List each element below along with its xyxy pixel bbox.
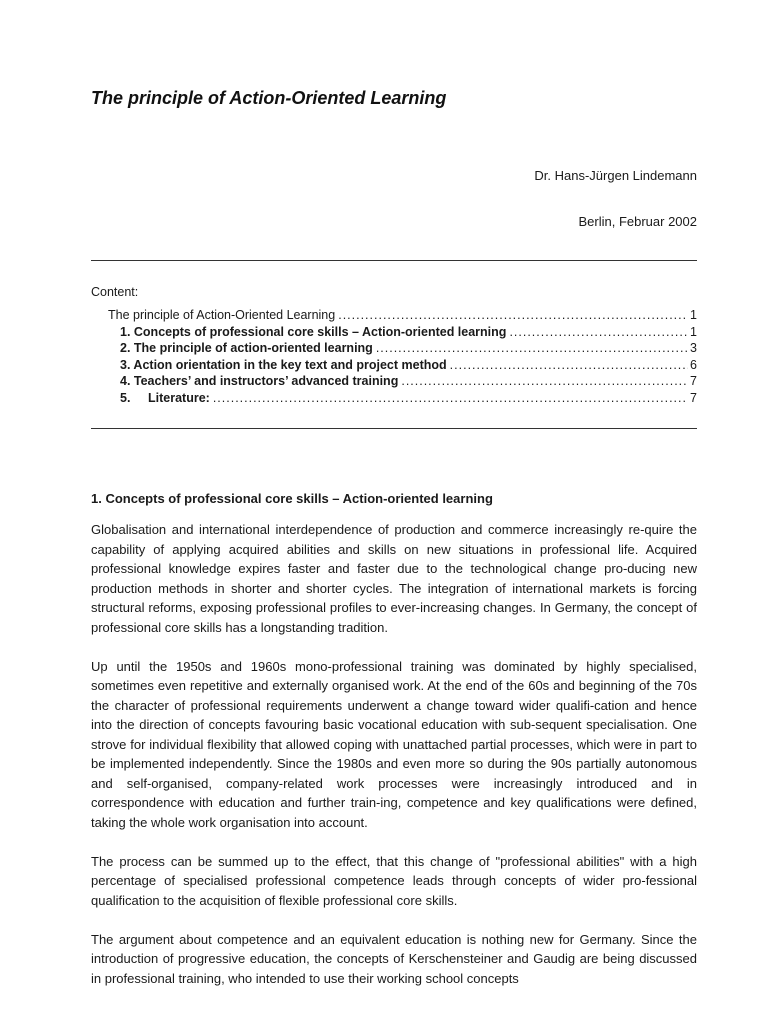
section-body (91, 520, 697, 1008)
toc-leader-dots (401, 373, 688, 390)
toc-entry-label (120, 390, 210, 407)
toc-entry-number: 5. (120, 390, 131, 405)
toc-leader-dots (213, 390, 688, 407)
toc-entry[interactable] (91, 357, 697, 374)
toc-leader-dots (450, 357, 688, 374)
place-date: Berlin, Februar 2002 (578, 214, 697, 229)
paragraph: Up until the 1950s and 1960s mono-professional training was dominated by highly specialised, sometimes even repetitive and externally organised work. At the end of the 60s and beginning of the 70s the character of professional requirements underwent a change toward wider qualifi-cation and hence into the direction of concepts favouring basic vocational education with sub-sequent specialisation. One strove for individual flexibility that allowed coping with unattached partial processes, which were in part to be implemented independently. Since the 1980s and even more so during the 90s partially autonomous and self-organised, company-related work processes were increasingly introduced and in correspondence with education and further train-ing, competence and key qualifications were defined, taking the whole work organisation into account. (91, 658, 697, 830)
divider-bottom (91, 428, 697, 429)
document-page (91, 0, 697, 1024)
toc-entry-label-text: Literature: (148, 390, 210, 405)
toc-entry-label: The principle of Action-Oriented Learning (108, 308, 336, 322)
toc-leader-dots (376, 340, 688, 357)
toc-entry-label: 4. Teachers’ and instructors’ advanced training (120, 374, 399, 388)
divider-top (91, 260, 697, 261)
toc-entry-page: 7 (690, 390, 697, 405)
toc-entry-page: 6 (690, 357, 697, 372)
toc-entry[interactable] (91, 324, 697, 341)
toc-entry-page: 7 (690, 374, 697, 388)
toc-entry-page: 3 (690, 341, 697, 355)
author-name: Dr. Hans-Jürgen Lindemann (534, 168, 697, 183)
toc-entry-page: 1 (690, 308, 697, 322)
toc-entry-page: 1 (690, 324, 697, 339)
table-of-contents (91, 307, 697, 406)
toc-entry-label: 1. Concepts of professional core skills – Action-oriented learning (120, 324, 507, 339)
toc-entry-label: 2. The principle of action-oriented learning (120, 341, 373, 355)
paragraph: The process can be summed up to the effect, that this change of "professional abilities" with a high percentage of specialised professional competence leads through concepts of wider pro-fessional qualification to the acquisition of flexible professional core skills. (91, 853, 697, 908)
toc-leader-dots (338, 307, 688, 324)
toc-entry[interactable] (91, 307, 697, 324)
toc-leader-dots (509, 324, 688, 341)
document-title: The principle of Action-Oriented Learning (91, 88, 447, 108)
toc-label: Content: (91, 285, 139, 299)
toc-entry[interactable] (91, 340, 697, 357)
toc-entry-label: 3. Action orientation in the key text and project method (120, 357, 447, 372)
toc-entry[interactable] (91, 373, 697, 390)
section-heading: 1. Concepts of professional core skills – Action-oriented learning (91, 491, 493, 506)
toc-entry[interactable] (91, 390, 697, 407)
paragraph: Globalisation and international interdependence of production and commerce increasingly re-quire the capability of applying acquired abilities and skills on new situations in professional life. Acquired professional knowledge expires faster and faster due to the technological change pro-ducing new production methods in shorter and shorter cycles. The integration of international markets is forcing structural reforms, exposing professional profiles to ever-increasing changes. In Germany, the concept of professional core skills has a longstanding tradition. (91, 522, 697, 635)
paragraph: The argument about competence and an equivalent education is nothing new for Germany. Since the introduction of progressive education, the concepts of Kerschensteiner and Gaudig are being discussed in professional training, who intended to use their working school concepts (91, 931, 697, 986)
